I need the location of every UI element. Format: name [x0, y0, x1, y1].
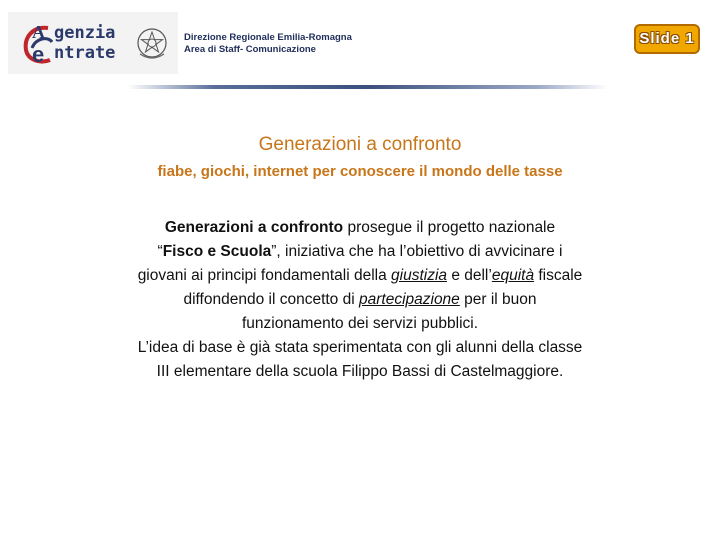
body-text: diffondendo il concetto di: [183, 291, 359, 308]
republic-emblem-icon: [135, 26, 169, 62]
body-text: ”, iniziativa che ha l’obiettivo di avvicinare i: [271, 243, 563, 260]
body-bold-phrase: Generazioni a confronto: [164, 219, 344, 236]
body-line: L’idea di base è già stata sperimentata con gli alunni della classe: [137, 339, 583, 356]
body-line: [80, 288, 640, 312]
body-bold-phrase: Fisco e Scuola: [162, 243, 272, 260]
body-emphasis: partecipazione: [358, 291, 460, 308]
slide-badge: Slide 1: [634, 24, 700, 54]
slide-title: Generazioni a confronto: [258, 134, 462, 155]
body-text: e dell’: [447, 267, 492, 284]
dept-line-1: Direzione Regionale Emilia-Romagna: [184, 32, 352, 43]
dept-line-2: Area di Staff- Comunicazione: [184, 44, 316, 55]
department-info: [184, 32, 352, 56]
body-text: per il buon: [459, 291, 537, 308]
body-emphasis: equità: [491, 267, 535, 284]
body-quote: “: [157, 243, 163, 260]
header: [0, 0, 720, 88]
logo-word-genzia: genzia: [54, 23, 116, 43]
slide-subtitle: fiabe, giochi, internet per conoscere il mondo delle tasse: [157, 163, 563, 180]
body-text: fiscale: [534, 267, 583, 284]
header-divider: [128, 85, 608, 89]
slide-body: [80, 216, 640, 384]
body-line: [80, 216, 640, 240]
logo-word-ntrate: ntrate: [54, 43, 116, 63]
body-text: giovani ai principi fondamentali della: [137, 267, 392, 284]
body-emphasis: giustizia: [391, 267, 448, 284]
body-text: prosegue il progetto nazionale: [343, 219, 556, 236]
body-line: [80, 264, 640, 288]
logo-initial-a: A: [32, 22, 45, 42]
body-line: funzionamento dei servizi pubblici.: [241, 315, 479, 332]
body-line: [80, 240, 640, 264]
logo-initial-e: e: [32, 42, 45, 66]
agenzia-entrate-logo: [8, 12, 178, 74]
body-line: III elementare della scuola Filippo Bassi di Castelmaggiore.: [156, 363, 564, 380]
